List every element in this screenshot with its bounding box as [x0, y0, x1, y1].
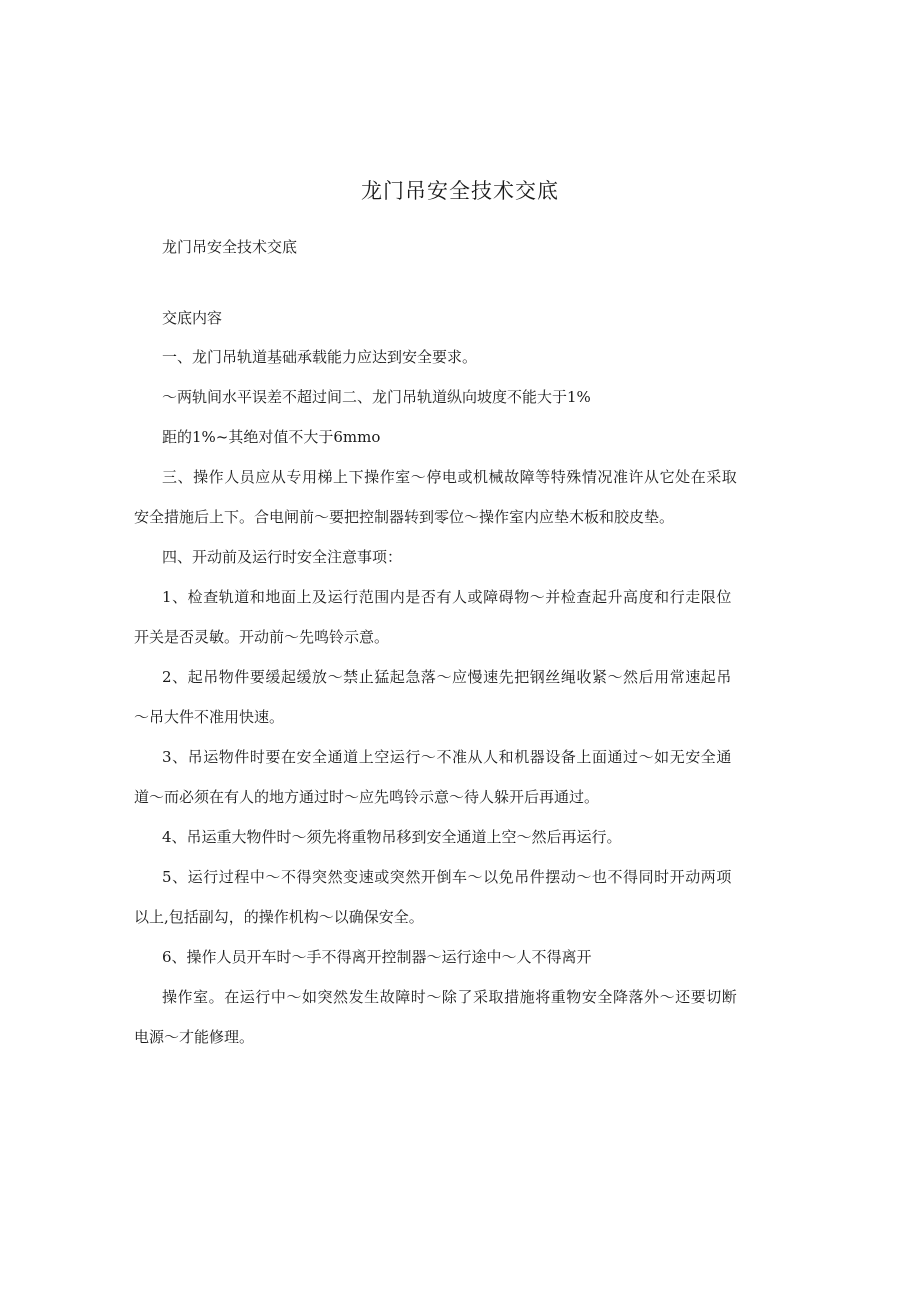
- paragraph-line: ～两轨间水平误差不超过间二、龙门吊轨道纵向坡度不能大于1%: [162, 388, 591, 406]
- paragraph-line: 一、龙门吊轨道基础承载能力应达到安全要求。: [162, 348, 478, 366]
- paragraph-line: 安全措施后上下。合电闸前～要把控制器转到零位～操作室内应垫木板和胶皮垫。: [134, 508, 675, 526]
- paragraph-line: 4、吊运重大物件时～须先将重物吊移到安全通道上空～然后再运行。: [162, 828, 622, 846]
- paragraph-line: 操作室。在运行中～如突然发生故障时～除了采取措施将重物安全降落外～还要切断: [162, 988, 738, 1006]
- paragraph-line: 5、运行过程中～不得突然变速或突然开倒车～以免吊件摆动～也不得同时开动两项: [162, 868, 732, 886]
- paragraph-line: 四、开动前及运行时安全注意事项：: [162, 548, 403, 566]
- paragraph-line: 距的1%~其绝对值不大于6mmo: [162, 428, 381, 446]
- paragraph-line: 电源～才能修理。: [134, 1028, 255, 1046]
- paragraph-line: ～吊大件不准用快速。: [134, 708, 285, 726]
- paragraph-line: 2、起吊物件要缓起缓放～禁止猛起急落～应慢速先把钢丝绳收紧～然后用常速起吊: [162, 668, 732, 686]
- paragraph-line: 三、操作人员应从专用梯上下操作室～停电或机械故障等特殊情况准许从它处在采取: [162, 468, 738, 486]
- paragraph-line: 3、吊运物件时要在安全通道上空运行～不准从人和机器设备上面通过～如无安全通: [162, 748, 732, 766]
- paragraph-line: 开关是否灵敏。开动前～先鸣铃示意。: [134, 628, 390, 646]
- document-subtitle: 龙门吊安全技术交底: [162, 238, 298, 256]
- paragraph-line: 道～而必须在有人的地方通过时～应先鸣铃示意～待人躲开后再通过。: [134, 788, 600, 806]
- paragraph-line: 6、操作人员开车时～手不得离开控制器～运行途中～人不得离开: [162, 948, 592, 966]
- section-heading: 交底内容: [162, 309, 223, 327]
- paragraph-line: 1、检查轨道和地面上及运行范围内是否有人或障碍物～并检查起升高度和行走限位: [162, 588, 732, 606]
- paragraph-line: 以上,包括副勾，的操作机构～以确保安全。: [134, 908, 424, 926]
- document-title: 龙门吊安全技术交底: [361, 179, 559, 203]
